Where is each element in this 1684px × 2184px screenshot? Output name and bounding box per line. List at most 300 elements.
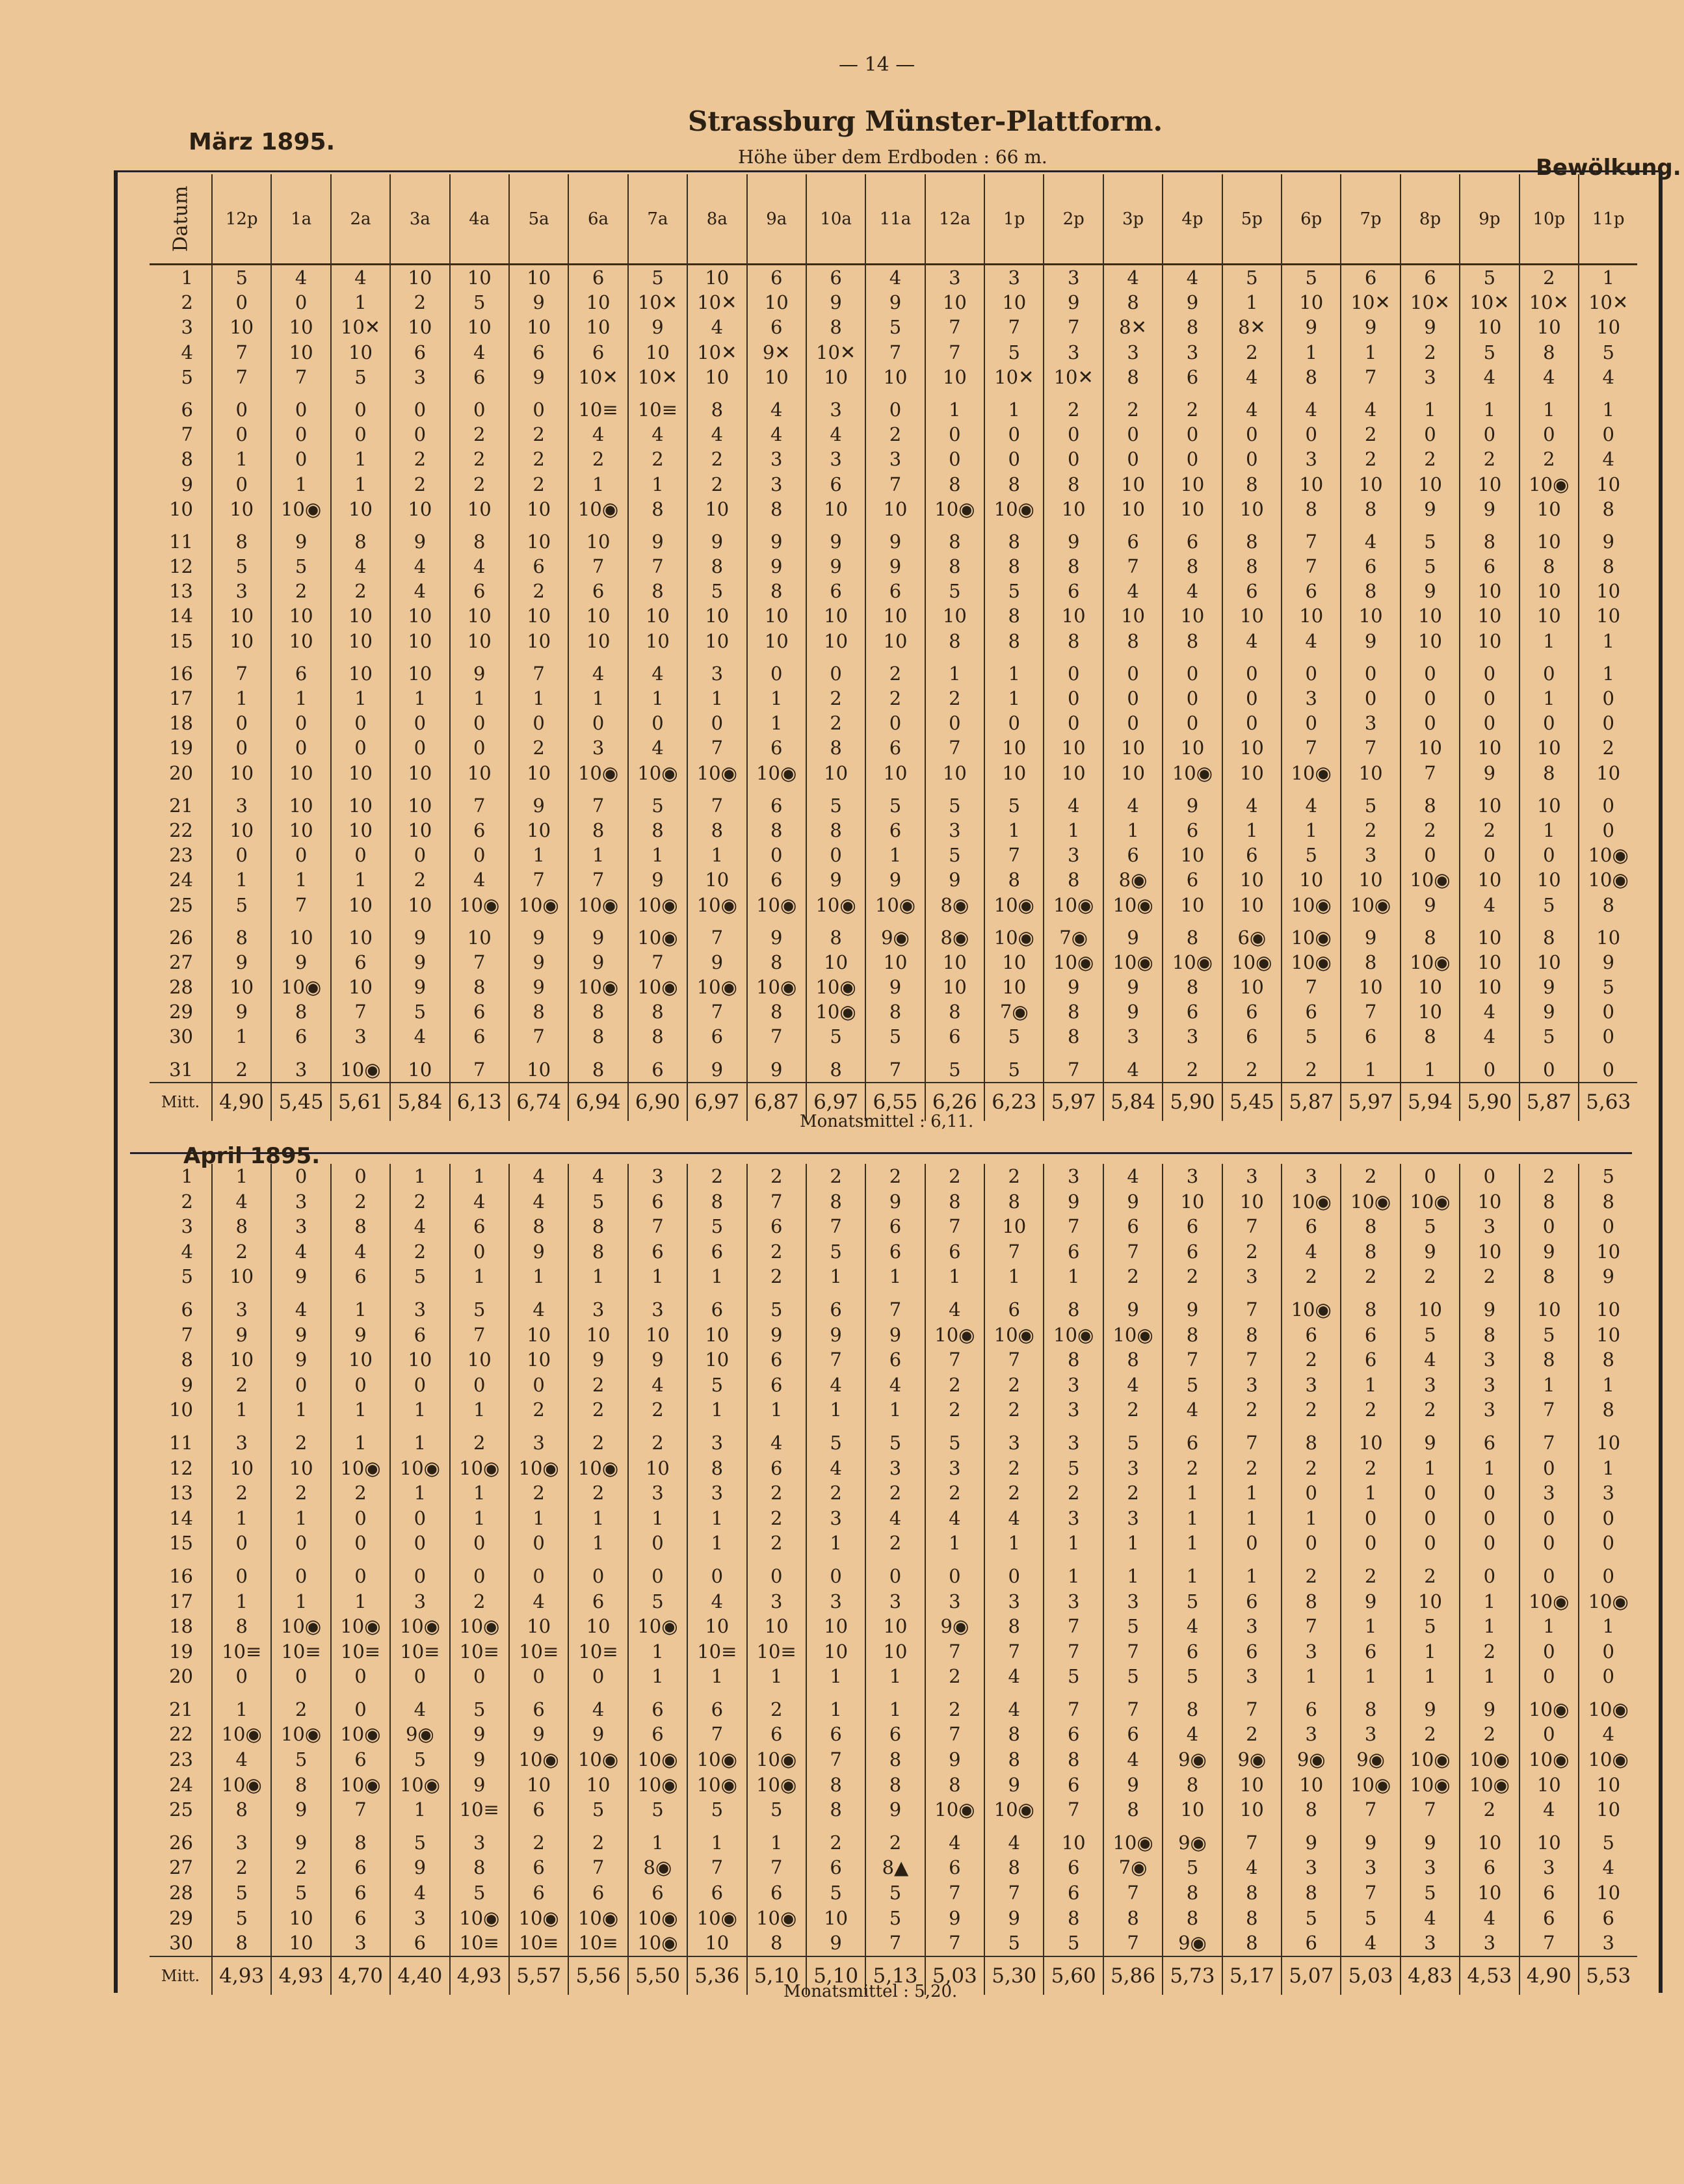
cloud-value: 10◉ (637, 761, 678, 784)
cloud-value: 8 (1424, 794, 1436, 817)
cloud-value: 10 (1596, 1798, 1621, 1821)
cloud-value: 1 (830, 1665, 842, 1688)
cloud-value: 4 (235, 1190, 248, 1213)
cloud-value: 9 (533, 794, 545, 817)
cloud-value: 10 (942, 761, 967, 784)
cloud-value: 6 (1305, 1323, 1317, 1346)
cloud-value: 4 (473, 555, 486, 578)
cloud-value: 2 (354, 1190, 367, 1213)
cloud-value: 0 (1067, 448, 1080, 471)
cloud-value: 1 (1246, 1506, 1258, 1529)
cloud-value: 3 (830, 448, 842, 471)
cloud-value: 10 (1596, 1240, 1621, 1263)
cloud-value: 9 (533, 1240, 545, 1263)
cloud-value: 10✕ (994, 365, 1034, 388)
mean-value: 5,45 (270, 1082, 330, 1121)
cloud-value: 2 (1483, 448, 1496, 471)
cloud-value: 10◉ (577, 1748, 619, 1771)
cloud-value: 7 (770, 1856, 783, 1879)
cloud-value: 9 (533, 951, 545, 973)
cloud-value: 5 (949, 794, 961, 817)
cloud-value: 10 (824, 761, 849, 784)
cloud-value: 7 (1364, 737, 1377, 759)
cloud-value: 6 (830, 1723, 842, 1746)
cloud-value: 4 (414, 1025, 427, 1048)
cloud-value: 2 (1186, 1265, 1199, 1288)
cloud-value: 2 (295, 1856, 308, 1879)
cloud-value: 10 (230, 819, 254, 841)
day-number: 13 (169, 1482, 193, 1505)
cloud-value: 1 (1483, 1456, 1496, 1479)
cloud-value: 8 (235, 1932, 248, 1954)
mean-value: 5,63 (1578, 1082, 1637, 1121)
cloud-value: 0 (414, 1506, 427, 1529)
cloud-value: 2 (1127, 1482, 1139, 1505)
cloud-value: 10 (1418, 1298, 1442, 1321)
hour-column (330, 265, 389, 1082)
cloud-value: 10 (289, 605, 313, 627)
cloud-value: 2 (1305, 1399, 1317, 1421)
cloud-value: 0 (414, 1532, 427, 1555)
cloud-value: 5 (295, 1882, 308, 1904)
cloud-value: 10◉ (1112, 951, 1153, 973)
cloud-value: 10 (586, 629, 611, 652)
cloud-value: 5 (1127, 1665, 1139, 1688)
cloud-value: 1 (711, 687, 724, 709)
cloud-value: 9 (1543, 1240, 1555, 1263)
cloud-value: 8 (1067, 555, 1080, 578)
cloud-value: 8 (1186, 926, 1199, 949)
cloud-value: 10 (527, 316, 551, 339)
cloud-value: 2 (1067, 398, 1080, 421)
cloud-value: 10 (527, 497, 551, 520)
cloud-value: 1 (1008, 398, 1020, 421)
day-number: 23 (169, 844, 193, 867)
hour-column (508, 1164, 568, 1956)
cloud-value: 2 (1483, 1265, 1496, 1288)
cloud-value: 10 (408, 662, 432, 685)
cloud-value: 0 (1543, 1640, 1555, 1663)
cloud-value: 3 (1067, 1590, 1080, 1612)
cloud-value: 3 (1305, 1373, 1317, 1396)
cloud-value: 10 (527, 267, 551, 289)
cloud-value: 9 (1602, 530, 1614, 553)
cloud-value: 6 (651, 1240, 664, 1263)
cloud-value: 9 (1543, 976, 1555, 999)
cloud-value: 6 (1067, 1882, 1080, 1904)
mean-value: 5,84 (389, 1082, 449, 1121)
cloud-value: 4 (1483, 1025, 1496, 1048)
cloud-value: 9 (651, 316, 664, 339)
hour-column (449, 1164, 508, 1956)
cloud-value: 3 (949, 819, 961, 841)
hour-column (1519, 265, 1578, 1082)
day-number: 8 (181, 1349, 193, 1371)
cloud-value: 2 (533, 1482, 545, 1505)
cloud-value: 10 (527, 1773, 551, 1796)
cloud-value: 0 (295, 1665, 308, 1688)
cloud-value: 3 (1127, 341, 1139, 363)
day-column (150, 265, 211, 1082)
cloud-value: 5 (1602, 341, 1614, 363)
march-heading: März 1895. (189, 129, 335, 155)
cloud-value: 2 (651, 448, 664, 471)
station-subtitle: Höhe über dem Erdboden : 66 m. (738, 146, 1047, 168)
cloud-value: 3 (1067, 267, 1080, 289)
cloud-value: 0 (1424, 712, 1436, 735)
cloud-value: 10◉ (637, 1615, 678, 1638)
cloud-value: 0 (354, 1698, 367, 1720)
day-number: 1 (181, 267, 193, 289)
cloud-value: 10◉ (1529, 1590, 1570, 1612)
cloud-value: 2 (1305, 1058, 1317, 1081)
cloud-value: 8 (1305, 1882, 1317, 1904)
cloud-value: 0 (1543, 1456, 1555, 1479)
cloud-value: 5 (1067, 1665, 1080, 1688)
cloud-value: 10◉ (1291, 761, 1332, 784)
cloud-value: 8 (1483, 530, 1496, 553)
cloud-value: 1 (592, 473, 605, 495)
cloud-value: 0 (1483, 1165, 1496, 1187)
cloud-value: 2 (414, 473, 427, 495)
april-table (150, 1164, 1637, 1995)
cloud-value: 10◉ (340, 1615, 381, 1638)
cloud-value: 1 (1602, 267, 1614, 289)
cloud-value: 8 (1067, 1298, 1080, 1321)
cloud-value: 4 (1127, 1748, 1139, 1771)
cloud-value: 10 (230, 1349, 254, 1371)
hour-header: 1a (270, 174, 330, 265)
cloud-value: 10≡ (459, 1798, 499, 1821)
cloud-value: 10 (1180, 1190, 1205, 1213)
cloud-value: 1 (354, 869, 367, 891)
cloud-value: 5 (830, 1431, 842, 1454)
mean-value: 6,90 (627, 1082, 687, 1121)
cloud-value: 10◉ (1410, 951, 1451, 973)
cloud-value: 10≡ (578, 1932, 618, 1954)
mean-label: Mitt. (150, 1082, 211, 1121)
cloud-value: 9 (1424, 1831, 1436, 1854)
cloud-value: 10 (764, 1615, 789, 1638)
cloud-value: 10 (1596, 1431, 1621, 1454)
cloud-value: 10 (230, 605, 254, 627)
cloud-value: 10 (824, 1906, 849, 1929)
cloud-value: 5 (830, 1882, 842, 1904)
cloud-value: 8 (770, 580, 783, 603)
cloud-value: 10 (1358, 761, 1383, 784)
cloud-value: 1 (1364, 1615, 1377, 1638)
cloud-value: 2 (889, 1831, 902, 1854)
cloud-value: 3 (414, 1590, 427, 1612)
cloud-value: 10 (1477, 976, 1502, 999)
cloud-value: 7 (1364, 1001, 1377, 1023)
cloud-value: 9 (592, 926, 605, 949)
cloud-value: 10✕ (697, 341, 737, 363)
cloud-value: 6 (770, 1349, 783, 1371)
cloud-value: 5 (1483, 267, 1496, 289)
cloud-value: 0 (1602, 794, 1614, 817)
cloud-value: 8 (1067, 1748, 1080, 1771)
cloud-value: 8 (651, 497, 664, 520)
cloud-value: 8 (711, 398, 724, 421)
day-number: 14 (169, 605, 193, 627)
cloud-value: 3 (1127, 1456, 1139, 1479)
cloud-value: 0 (295, 1373, 308, 1396)
cloud-value: 10✕ (578, 365, 618, 388)
cloud-value: 3 (533, 1431, 545, 1454)
cloud-value: 4 (949, 1831, 961, 1854)
cloud-value: 7 (1008, 1349, 1020, 1371)
cloud-value: 8 (1127, 1798, 1139, 1821)
cloud-value: 3 (1067, 1431, 1080, 1454)
cloud-value: 2 (1008, 1482, 1020, 1505)
cloud-value: 6 (1364, 1025, 1377, 1048)
cloud-value: 10◉ (280, 1615, 322, 1638)
hour-column (627, 265, 687, 1082)
cloud-value: 10◉ (1529, 1698, 1570, 1720)
cloud-value: 4 (414, 1698, 427, 1720)
cloud-value: 6 (1186, 869, 1199, 891)
cloud-value: 7 (711, 1856, 724, 1879)
cloud-value: 0 (1305, 423, 1317, 446)
hour-header: 5a (508, 174, 568, 265)
cloud-value: 7 (949, 1349, 961, 1371)
cloud-value: 10 (764, 629, 789, 652)
cloud-value: 10 (467, 267, 492, 289)
cloud-value: 10◉ (399, 1773, 440, 1796)
cloud-value: 4 (414, 555, 427, 578)
cloud-value: 0 (711, 1564, 724, 1587)
cloud-value: 9 (235, 1323, 248, 1346)
cloud-value: 3 (1424, 1373, 1436, 1396)
cloud-value: 10✕ (816, 341, 856, 363)
cloud-value: 7 (1305, 1615, 1317, 1638)
cloud-value: 0 (1483, 1482, 1496, 1505)
cloud-value: 1 (1602, 1373, 1614, 1396)
cloud-value: 1 (1424, 398, 1436, 421)
cloud-value: 5 (1424, 1215, 1436, 1238)
cloud-value: 8 (949, 1190, 961, 1213)
cloud-value: 4 (533, 1590, 545, 1612)
cloud-value: 3 (1424, 1856, 1436, 1879)
cloud-value: 0 (1246, 1532, 1258, 1555)
cloud-value: 10◉ (815, 1001, 856, 1023)
cloud-value: 2 (1246, 1058, 1258, 1081)
cloud-value: 2 (770, 1532, 783, 1555)
cloud-value: 6 (651, 1058, 664, 1081)
hour-column (211, 265, 270, 1082)
cloud-value: 4 (1483, 893, 1496, 916)
mean-value: 5,07 (1281, 1956, 1340, 1995)
cloud-value: 10 (408, 819, 432, 841)
cloud-value: 10 (1536, 605, 1561, 627)
cloud-value: 10◉ (1469, 1748, 1510, 1771)
cloud-value: 0 (1602, 687, 1614, 709)
hour-column (806, 1164, 865, 1956)
cloud-value: 1 (295, 1590, 308, 1612)
cloud-value: 10 (824, 629, 849, 652)
cloud-value: 1 (1364, 1373, 1377, 1396)
cloud-value: 10◉ (399, 1615, 440, 1638)
cloud-value: 6 (711, 1025, 724, 1048)
mean-value: 5,60 (1043, 1956, 1102, 1995)
cloud-value: 4 (1305, 629, 1317, 652)
cloud-value: 10 (1239, 761, 1264, 784)
cloud-value: 8 (889, 1773, 902, 1796)
cloud-value: 1 (1483, 398, 1496, 421)
hour-header: 2a (330, 174, 389, 265)
cloud-value: 2 (770, 1165, 783, 1187)
cloud-value: 6 (1127, 1215, 1139, 1238)
cloud-value: 6 (889, 737, 902, 759)
march-monthly-mean: Monatsmittel : 6,11. (800, 1112, 974, 1131)
cloud-value: 1 (354, 473, 367, 495)
cloud-value: 10 (1002, 761, 1027, 784)
cloud-value: 2 (295, 1431, 308, 1454)
cloud-value: 2 (1424, 1399, 1436, 1421)
mean-value: 6,97 (806, 1082, 865, 1121)
cloud-value: 0 (1186, 448, 1199, 471)
cloud-value: 0 (830, 662, 842, 685)
cloud-value: 5 (651, 267, 664, 289)
cloud-value: 6 (770, 1215, 783, 1238)
cloud-value: 4 (414, 1882, 427, 1904)
cloud-value: 2 (1127, 1399, 1139, 1421)
cloud-value: 9 (1364, 1831, 1377, 1854)
day-number: 18 (169, 1615, 193, 1638)
cloud-value: 4 (949, 1298, 961, 1321)
cloud-value: 1 (1067, 1564, 1080, 1587)
cloud-value: 8 (830, 737, 842, 759)
cloud-value: 2 (949, 687, 961, 709)
cloud-value: 9 (889, 869, 902, 891)
cloud-value: 10≡ (281, 1640, 321, 1663)
cloud-value: 3 (1246, 1265, 1258, 1288)
cloud-value: 2 (949, 1698, 961, 1720)
cloud-value: 10◉ (280, 1723, 322, 1746)
cloud-value: 10◉ (1588, 1748, 1629, 1771)
cloud-value: 8 (1424, 1025, 1436, 1048)
cloud-value: 6 (1305, 1001, 1317, 1023)
hour-header: 10a (806, 174, 865, 265)
cloud-value: 9 (1364, 316, 1377, 339)
cloud-value: 5 (889, 316, 902, 339)
cloud-value: 10◉ (1053, 893, 1094, 916)
cloud-value: 0 (711, 712, 724, 735)
cloud-value: 3 (235, 1831, 248, 1854)
day-number: 26 (169, 926, 193, 949)
cloud-value: 4 (1602, 448, 1614, 471)
cloud-value: 10 (349, 497, 373, 520)
cloud-value: 6 (1186, 1001, 1199, 1023)
cloud-value: 9 (949, 1748, 961, 1771)
cloud-value: 10◉ (637, 893, 678, 916)
cloud-value: 10 (1180, 1798, 1205, 1821)
cloud-value: 1 (1127, 1532, 1139, 1555)
cloud-value: 8 (1008, 1190, 1020, 1213)
cloud-value: 8 (533, 1215, 545, 1238)
cloud-value: 2 (533, 737, 545, 759)
cloud-value: 8▲ (882, 1856, 909, 1879)
cloud-value: 6 (533, 555, 545, 578)
cloud-value: 0 (1424, 844, 1436, 867)
cloud-value: 8 (711, 819, 724, 841)
cloud-value: 8 (830, 926, 842, 949)
cloud-value: 5 (235, 555, 248, 578)
cloud-value: 7 (235, 365, 248, 388)
day-number: 16 (169, 1564, 193, 1587)
cloud-value: 9 (592, 951, 605, 973)
cloud-value: 10◉ (1588, 844, 1629, 867)
mean-value: 5,90 (1459, 1082, 1518, 1121)
cloud-value: 2 (770, 1240, 783, 1263)
cloud-value: 5 (651, 794, 664, 817)
cloud-value: 8 (949, 555, 961, 578)
cloud-value: 1 (889, 1399, 902, 1421)
cloud-value: 10 (527, 1323, 551, 1346)
cloud-value: 10◉ (1529, 1748, 1570, 1771)
cloud-value: 10 (408, 316, 432, 339)
cloud-value: 3 (592, 1298, 605, 1321)
cloud-value: 10 (1418, 629, 1442, 652)
cloud-value: 10◉ (756, 1748, 797, 1771)
cloud-value: 5 (830, 1025, 842, 1048)
cloud-value: 1 (473, 1265, 486, 1288)
cloud-value: 2 (533, 1399, 545, 1421)
cloud-value: 10 (824, 605, 849, 627)
day-number: 11 (169, 1431, 193, 1454)
cloud-value: 10◉ (637, 976, 678, 999)
cloud-value: 1 (1424, 1665, 1436, 1688)
cloud-value: 1 (1305, 1506, 1317, 1529)
cloud-value: 2 (1305, 1349, 1317, 1371)
cloud-value: 6 (1067, 1240, 1080, 1263)
cloud-value: 4 (533, 1190, 545, 1213)
cloud-value: 10◉ (993, 497, 1034, 520)
cloud-value: 10◉ (1053, 1323, 1094, 1346)
cloud-value: 10 (1418, 976, 1442, 999)
cloud-value: 9 (1127, 1001, 1139, 1023)
cloud-value: 7 (1543, 1431, 1555, 1454)
cloud-value: 10 (289, 1932, 313, 1954)
cloud-value: 1 (830, 1399, 842, 1421)
cloud-value: 9 (533, 291, 545, 314)
cloud-value: 10◉ (459, 1456, 500, 1479)
cloud-value: 5 (651, 1590, 664, 1612)
cloud-value: 7 (1067, 1615, 1080, 1638)
day-number: 15 (169, 629, 193, 652)
cloud-value: 1 (235, 1025, 248, 1048)
cloud-value: 7 (1364, 365, 1377, 388)
day-number: 6 (181, 1298, 193, 1321)
cloud-value: 0 (1008, 1564, 1020, 1587)
cloud-value: 3 (1186, 1165, 1199, 1187)
cloud-value: 4 (651, 662, 664, 685)
cloud-value: 0 (473, 1373, 486, 1396)
day-number: 27 (169, 951, 193, 973)
cloud-value: 1 (235, 1399, 248, 1421)
cloud-value: 1 (473, 687, 486, 709)
cloud-value: 1 (711, 1831, 724, 1854)
cloud-value: 3 (1483, 1373, 1496, 1396)
cloud-value: 3 (1246, 1165, 1258, 1187)
cloud-value: 5 (1127, 1615, 1139, 1638)
cloud-value: 6 (889, 580, 902, 603)
cloud-value: 1 (651, 1265, 664, 1288)
cloud-value: 6 (711, 1698, 724, 1720)
cloud-value: 10◉ (1112, 1831, 1153, 1854)
hour-column (1222, 1164, 1281, 1956)
